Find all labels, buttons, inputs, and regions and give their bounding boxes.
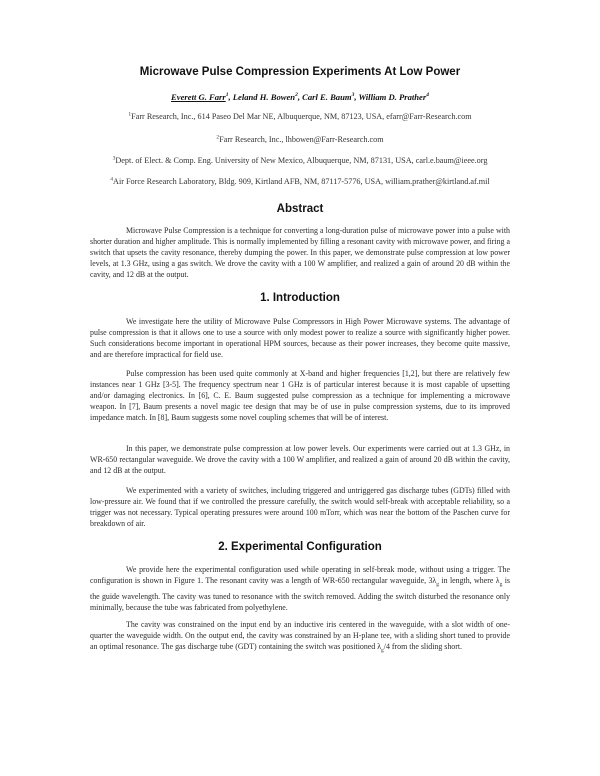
paragraph: Pulse compression has been used quite commonly at X-band and higher frequencies [1,2], but there are relatively few instances near 1 GHz [3-5]. The frequency spectrum near 1 GHz is of particular interest because it is most capable of upsetting and/or damaging electronics. In [6], C. E. Baum suggested pulse compression as a technique for implementing a microwave weapon. In [7], Baum presents a novel magic tee design that may be of use in pulse compression systems, due to its improved impedance match. In [8], Baum suggests some novel coupling schemes that will be of interest. — [90, 369, 510, 422]
section-heading-introduction: 1. Introduction — [260, 292, 340, 304]
affiliation: $^1$Farr Research, Inc., 614 Paseo Del Mar NE, Albuquerque, NM, 87123, USA, efarr@Farr-Research.com — [128, 111, 472, 121]
author-list: Everett G. Farr$^1$, Leland H. Bowen$^2$, Carl E. Baum$^3$, William D. Prather$^4$ — [171, 92, 429, 102]
paragraph: We provide here the experimental configuration used while operating in self-break mode, without using a trigger. The configuration is shown in Figure 1. The resonant cavity was a length of WR-650 rectangular waveguide, $3\lambda_g$ in length, where $\lambda_g$ is the guide wavelength. The cavity was tuned to resonance with the switch removed. Adding the switch disturbed the resonance only minimally, because the tube was fabricated from polyethylene. — [90, 565, 510, 612]
author-name: William D. Prather — [358, 92, 427, 102]
abstract-text: Microwave Pulse Compression is a technique for converting a long-duration pulse of microwave power into a pulse with shorter duration and higher amplitude. This is normally implemented by filling a resonant cavity with microwave power, and firing a switch that upsets the cavity resonance, thereby dumping the power. In this paper, we demonstrate pulse compression at low power levels, at 1.3 GHz, using a gas switch. We drove the cavity with a 100 W amplifier, and realized a gain of around 20 dB within the cavity, and 12 dB at the output. — [90, 226, 510, 279]
paragraph: We experimented with a variety of switches, including triggered and untriggered gas discharge tubes (GDTs) filled with low-pressure air. We found that if we controlled the pressure carefully, the switch would self-break with acceptable reliability, so a trigger was not necessary. Typical operating pressures were around 100 mTorr, which was near the bottom of the Paschen curve for breakdown of air. — [90, 486, 510, 528]
paragraph: In this paper, we demonstrate pulse compression at low power levels. Our experiments were carried out at 1.3 GHz, in WR-650 rectangular waveguide. We drove the cavity with a 100 W amplifier, and realized a gain of around 20 dB within the cavity, and 12 dB at the output. — [90, 444, 510, 475]
affiliation: $^4$Air Force Research Laboratory, Bldg. 909, Kirtland AFB, NM, 87117-5776, USA, william.prather@kirtland.af.mil — [110, 176, 490, 186]
author-name: Everett G. Farr — [171, 92, 226, 102]
affiliation: $^3$Dept. of Elect. & Comp. Eng. University of New Mexico, Albuquerque, NM, 87131, USA, carl.e.baum@ieee.org — [112, 155, 488, 165]
paragraph: The cavity was constrained on the input end by an inductive iris centered in the waveguide, with a slot width of one-quarter the waveguide width. On the output end, the cavity was constrained by an H-plane tee, with a sliding short tuned to provide an optimal resonance. The gas discharge tube (GDT) containing the switch was positioned $\lambda_g/4$ from the sliding short. — [90, 620, 510, 654]
section-heading-experimental-configuration: 2. Experimental Configuration — [218, 541, 382, 553]
author-name: Leland H. Bowen — [232, 92, 296, 102]
author-name: Carl E. Baum — [302, 92, 352, 102]
affiliation: $^2$Farr Research, Inc., lhbowen@Farr-Research.com — [216, 134, 384, 144]
paragraph: We investigate here the utility of Microwave Pulse Compressors in High Power Microwave systems. The advantage of pulse compression is that it allows one to use a source with only modest power to realize a source with significantly higher power. Such considerations become important in operational HPM sources, because as their power increases, they become quite massive, and are therefore impractical for field use. — [90, 317, 510, 359]
paper-title: Microwave Pulse Compression Experiments At Low Power — [139, 66, 461, 78]
abstract-heading: Abstract — [276, 203, 324, 215]
